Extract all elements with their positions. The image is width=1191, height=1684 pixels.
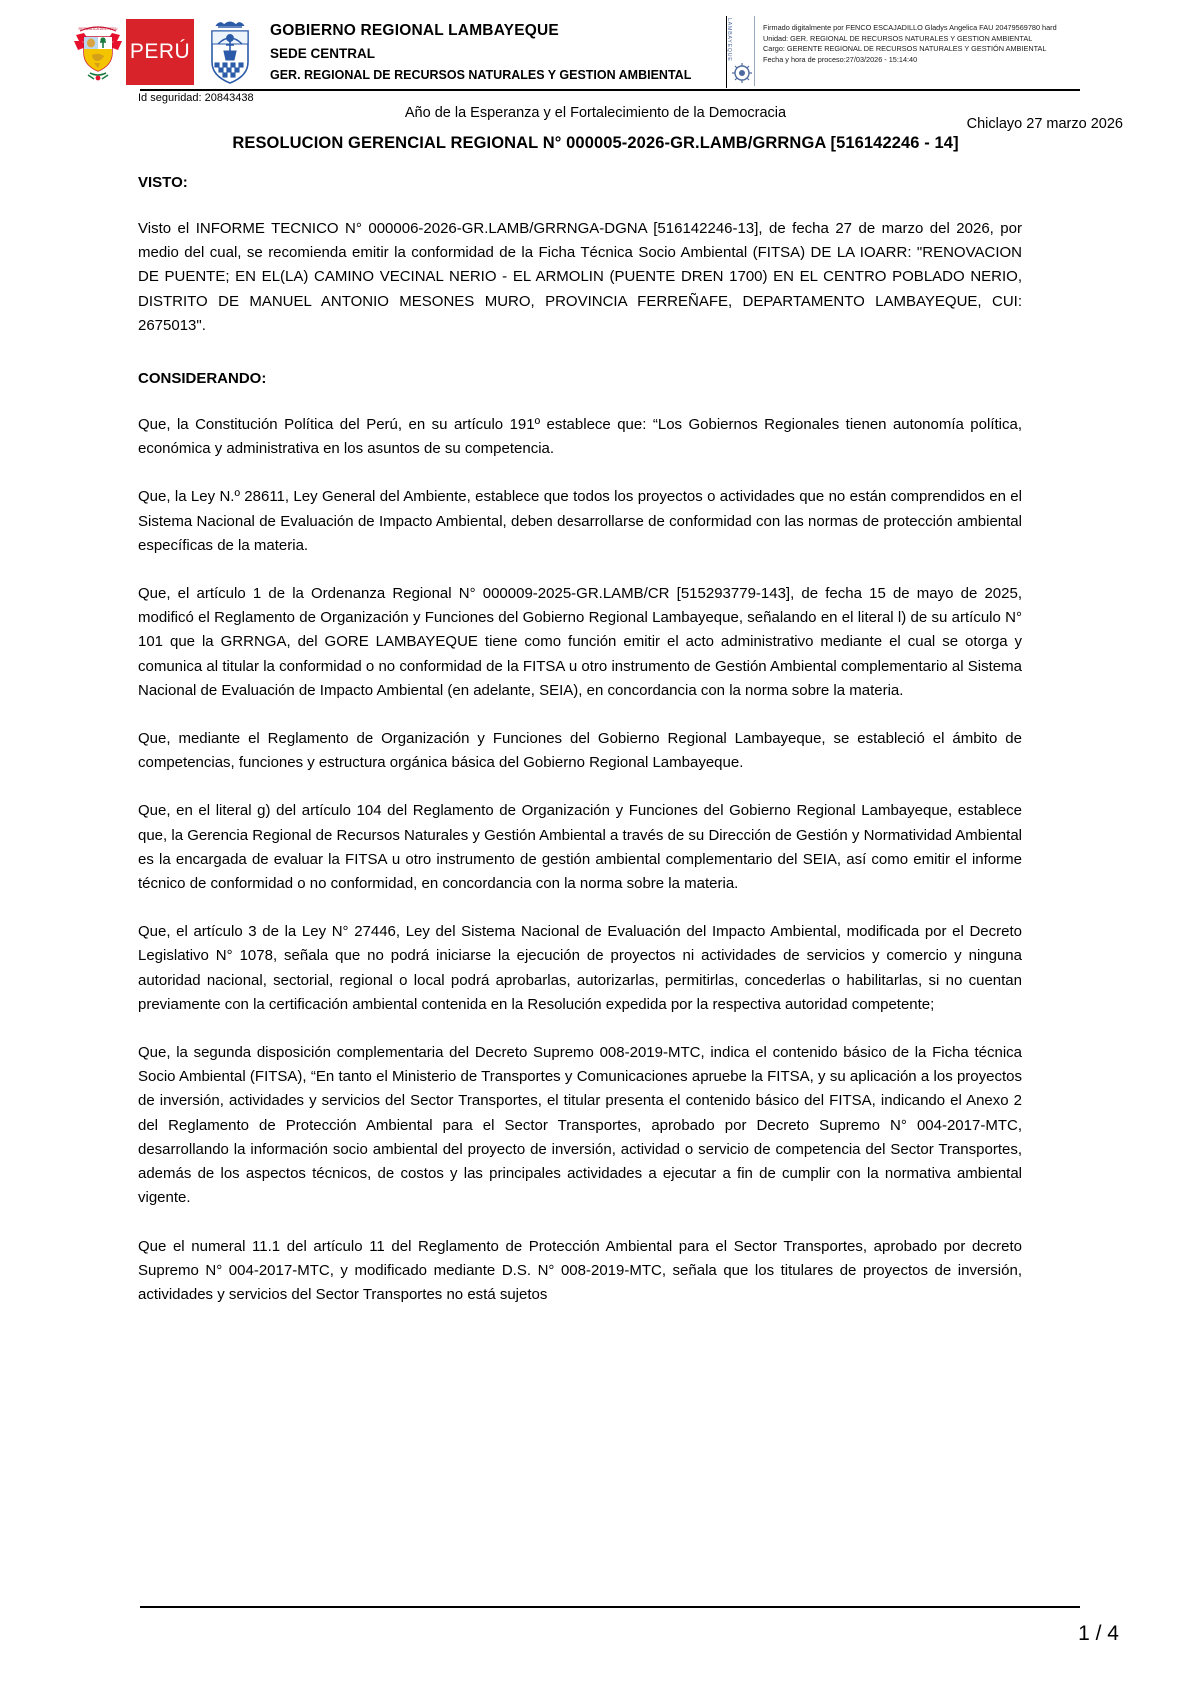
considerando-paragraph: Que, mediante el Reglamento de Organización y Funciones del Gobierno Regional Lambayeque, se estableció el ámbito de competencias, funciones y estructura orgánica básica del Gobierno Regional Lambayeque. — [138, 730, 1022, 772]
document-header — [70, 16, 1121, 88]
considerando-paragraph: Que, la Constitución Política del Perú, en su artículo 191º establece que: “Los Gobiernos Regionales tienen autonomía política, económica y administrativa en los asuntos de su competencia. — [138, 416, 1022, 458]
signature-signer: Firmado digitalmente por FENCO ESCAJADILLO Gladys Angelica FAU 20479569780 hard — [763, 23, 1057, 32]
header-divider — [140, 89, 1080, 91]
resolution-title: RESOLUCION GERENCIAL REGIONAL N° 000005-2026-GR.LAMB/GRRNGA [516142246 - 14] — [232, 134, 959, 152]
peru-brand-label: PERÚ — [129, 40, 191, 63]
organization-office: GER. REGIONAL DE RECURSOS NATURALES Y GESTION AMBIENTAL — [270, 67, 692, 82]
considerando-paragraph: Que, el artículo 1 de la Ordenanza Regional N° 000009-2025-GR.LAMB/CR [515293779-143], de fecha 15 de mayo de 2025, modificó el Reglamento de Organización y Funciones del Gobierno Regional Lambayeque, señalando en el literal l) de su artículo N° 101 que la GRRNGA, del GORE LAMBAYEQUE tiene como función emitir el acto administrativo mediante el cual se otorga y comunica al titular la conformidad o no conformidad de la FITSA u otro instrumento de Gestión Ambiental complementario al Sistema Nacional de Evaluación de Impacto Ambiental (en adelante, SEIA), en concordancia con la norma sobre la materia. — [138, 585, 1022, 699]
year-motto: Año de la Esperanza y el Fortalecimiento de la Democracia — [404, 105, 787, 121]
considerando-paragraph: Que, el artículo 3 de la Ley N° 27446, Ley del Sistema Nacional de Evaluación del Impacto Ambiental, modificada por el Decreto Legislativo N° 1078, señala que no podrá iniciarse la ejecución de proyectos ni actividades de servicios y comercio y ninguna autoridad nacional, sectorial, regional o local podrá aprobarlas, autorizarlas, permitirlas, concederlas o habilitarlas, si no cuentan previamente con la certificación ambiental contenida en la Resolución expedida por la respectiva autoridad competente; — [138, 923, 1022, 1013]
signature-role: Cargo: GERENTE REGIONAL DE RECURSOS NATURALES Y GESTIÓN AMBIENTAL — [763, 44, 1047, 53]
visto-heading: VISTO: — [138, 174, 188, 191]
considerando-paragraph: Que, en el literal g) del artículo 104 del Reglamento de Organización y Funciones del Gobierno Regional Lambayeque, establece que, la Gerencia Regional de Recursos Naturales y Gestión Ambiental a través de su Dirección de Gestión y Normatividad Ambiental es la encargada de evaluar la FITSA u otro instrumento de gestión ambiental complementario del SEIA, así como emitir el informe técnico de conformidad o no conformidad, en concordancia con la norma sobre la materia. — [138, 802, 1022, 893]
page-number: 1 / 4 — [1078, 1622, 1119, 1645]
organization-unit: SEDE CENTRAL — [270, 45, 376, 61]
considerando-paragraph: Que, la Ley N.º 28611, Ley General del Ambiente, establece que todos los proyectos o actividades que no están comprendidos en el Sistema Nacional de Evaluación de Impacto Ambiental, deben desarrollarse de conformidad con las normas de protección ambiental específicas de la materia. — [138, 488, 1022, 554]
organization-name: GOBIERNO REGIONAL LAMBAYEQUE — [270, 21, 559, 39]
signature-details — [755, 16, 1057, 65]
footer-divider — [140, 1606, 1080, 1608]
document-body — [138, 172, 1022, 1307]
digital-signature-block — [726, 16, 1121, 88]
signature-timestamp: Fecha y hora de proceso:27/03/2026 - 15:14:40 — [763, 54, 918, 64]
considerando-paragraph: Que, la segunda disposición complementaria del Decreto Supremo 008-2019-MTC, indica el contenido básico de la Ficha técnica Socio Ambiental (FITSA), “En tanto el Ministerio de Transportes y Comunicaciones apruebe la FITSA, y su aplicación a los proyectos de inversión, actividades y servicios del Sector Transportes, el titular presenta el contenido básico del FITSA, indicando el Anexo 2 del Reglamento de Protección Ambiental para el Sector Transportes, aprobado por Decreto Supremo N° 004-2017-MTC, desarrollando la información socio ambiental del proyecto de inversión, actividad o servicio de competencia del Sector Transportes, además de los aspectos técnicos, de costos y las principales actividades a ejecutar a fin de cumplir con la normativa ambiental vigente. — [138, 1044, 1022, 1207]
lambayeque-coat-of-arms-icon — [204, 18, 256, 86]
signature-badge-vertical-label: LAMBAYEQUE — [726, 18, 732, 62]
considerando-paragraph: Que el numeral 11.1 del artículo 11 del Reglamento de Protección Ambiental para el Sector Transportes, aprobado por decreto Supremo N° 004-2017-MTC, y modificado mediante D.S. N° 008-2019-MTC, señala que los titulares de proyectos de inversión, actividades y servicios del Sector Transportes no está sujetos — [138, 1237, 1022, 1303]
organization-titles — [256, 16, 726, 88]
signature-unit: Unidad: GER. REGIONAL DE RECURSOS NATURALES Y GESTION AMBIENTAL — [763, 33, 1033, 43]
considerando-heading: CONSIDERANDO: — [138, 370, 267, 388]
signature-seal-icon — [726, 16, 755, 86]
security-id: Id seguridad: 20843438 — [138, 92, 254, 104]
peru-brand-box — [126, 19, 194, 85]
header-logos — [70, 16, 256, 88]
visto-paragraph: Visto el INFORME TECNICO N° 000006-2026-GR.LAMB/GRRNGA-DGNA [516142246-13], de fecha 27 de marzo del 2026, por medio del cual, se recomienda emitir la conformidad de la Ficha Técnica Socio Ambiental (FITSA) DE LA IOARR: "RENOVACION DE PUENTE; EN EL(LA) CAMINO VECINAL NERIO - EL ARMOLIN (PUENTE DREN 1700) EN EL CENTRO POBLADO NERIO, DISTRITO DE MANUEL ANTONIO MESONES MURO, PROVINCIA FERREÑAFE, DEPARTAMENTO LAMBAYEQUE, CUI: 2675013". — [138, 220, 1022, 334]
svg-text:REPUBLICA DEL PERU: REPUBLICA DEL PERU — [78, 27, 118, 31]
peru-coat-of-arms-icon — [70, 19, 126, 85]
place-and-date: Chiclayo 27 marzo 2026 — [966, 116, 1123, 132]
